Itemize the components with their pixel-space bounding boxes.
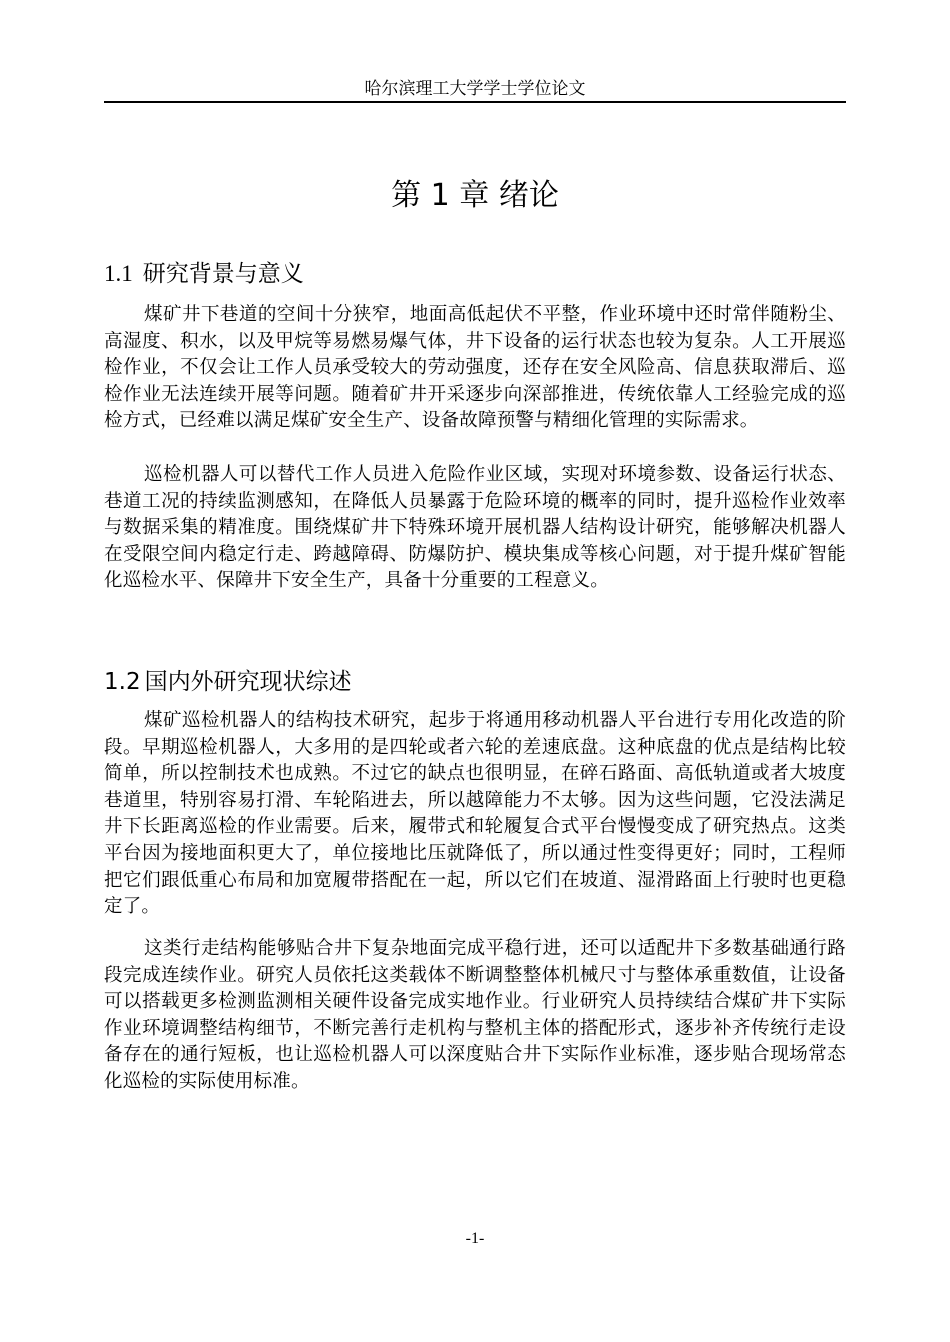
paragraph: 这类行走结构能够贴合井下复杂地面完成平稳行进，还可以适配井下多数基础通行路段完成连续作业。研究人员依托这类载体不断调整整体机械尺寸与整体承重数值，让设备可以搭载更多检测监测相关硬件设备完成实地作业。行业研究人员持续结合煤矿井下实际作业环境调整结构细节，不断完善行走机构与整机主体的搭配形式，逐步补齐传统行走设备存在的通行短板，也让巡检机器人可以深度贴合井下实际作业标准，逐步贴合现场常态化巡检的实际使用标准。: [104, 938, 846, 1092]
paragraph: 煤矿井下巷道的空间十分狭窄，地面高低起伏不平整，作业环境中还时常伴随粉尘、高湿度、积水，以及甲烷等易燃易爆气体，井下设备的运行状态也较为复杂。人工开展巡检作业，不仅会让工作人员承受较大的劳动强度，还存在安全风险高、信息获取滞后、巡检作业无法连续开展等问题。随着矿井开采逐步向深部推进，传统依靠人工经验完成的巡检方式，已经难以满足煤矿安全生产、设备故障预警与精细化管理的实际需求。: [104, 304, 846, 432]
section-title: 研究背景与意义: [142, 261, 304, 287]
section-number: 1.1: [104, 261, 133, 286]
page-number: -1-: [465, 1230, 485, 1247]
chapter-title: 第 1 章 绪论: [391, 178, 559, 213]
section-heading-1-1: [104, 259, 304, 289]
paragraph: 巡检机器人可以替代工作人员进入危险作业区域，实现对环境参数、设备运行状态、巷道工况的持续监测感知，在降低人员暴露于危险环境的概率的同时，提升巡检作业效率与数据采集的精准度。围绕煤矿井下特殊环境开展机器人结构设计研究，能够解决机器人在受限空间内稳定行走、跨越障碍、防爆防护、模块集成等核心问题，对于提升煤矿智能化巡检水平、保障井下安全生产，具备十分重要的工程意义。: [104, 464, 846, 592]
section-heading-1-2: [104, 667, 352, 697]
paragraph: 煤矿巡检机器人的结构技术研究，起步于将通用移动机器人平台进行专用化改造的阶段。早期巡检机器人，大多用的是四轮或者六轮的差速底盘。这种底盘的优点是结构比较简单，所以控制技术也成熟。不过它的缺点也很明显，在碎石路面、高低轨道或者大坡度巷道里，特别容易打滑、车轮陷进去，所以越障能力不太够。因为这些问题，它没法满足井下长距离巡检的作业需要。后来，履带式和轮履复合式平台慢慢变成了研究热点。这类平台因为接地面积更大了，单位接地比压就降低了，所以通过性变得更好；同时，工程师把它们跟低重心布局和加宽履带搭配在一起，所以它们在坡道、湿滑路面上行驶时也更稳定了。: [104, 710, 846, 918]
section-number: 1.2: [104, 669, 141, 695]
running-header: 哈尔滨理工大学学士学位论文: [364, 79, 586, 99]
section-title: 国内外研究现状综述: [144, 669, 352, 695]
header-rule: [104, 101, 846, 103]
